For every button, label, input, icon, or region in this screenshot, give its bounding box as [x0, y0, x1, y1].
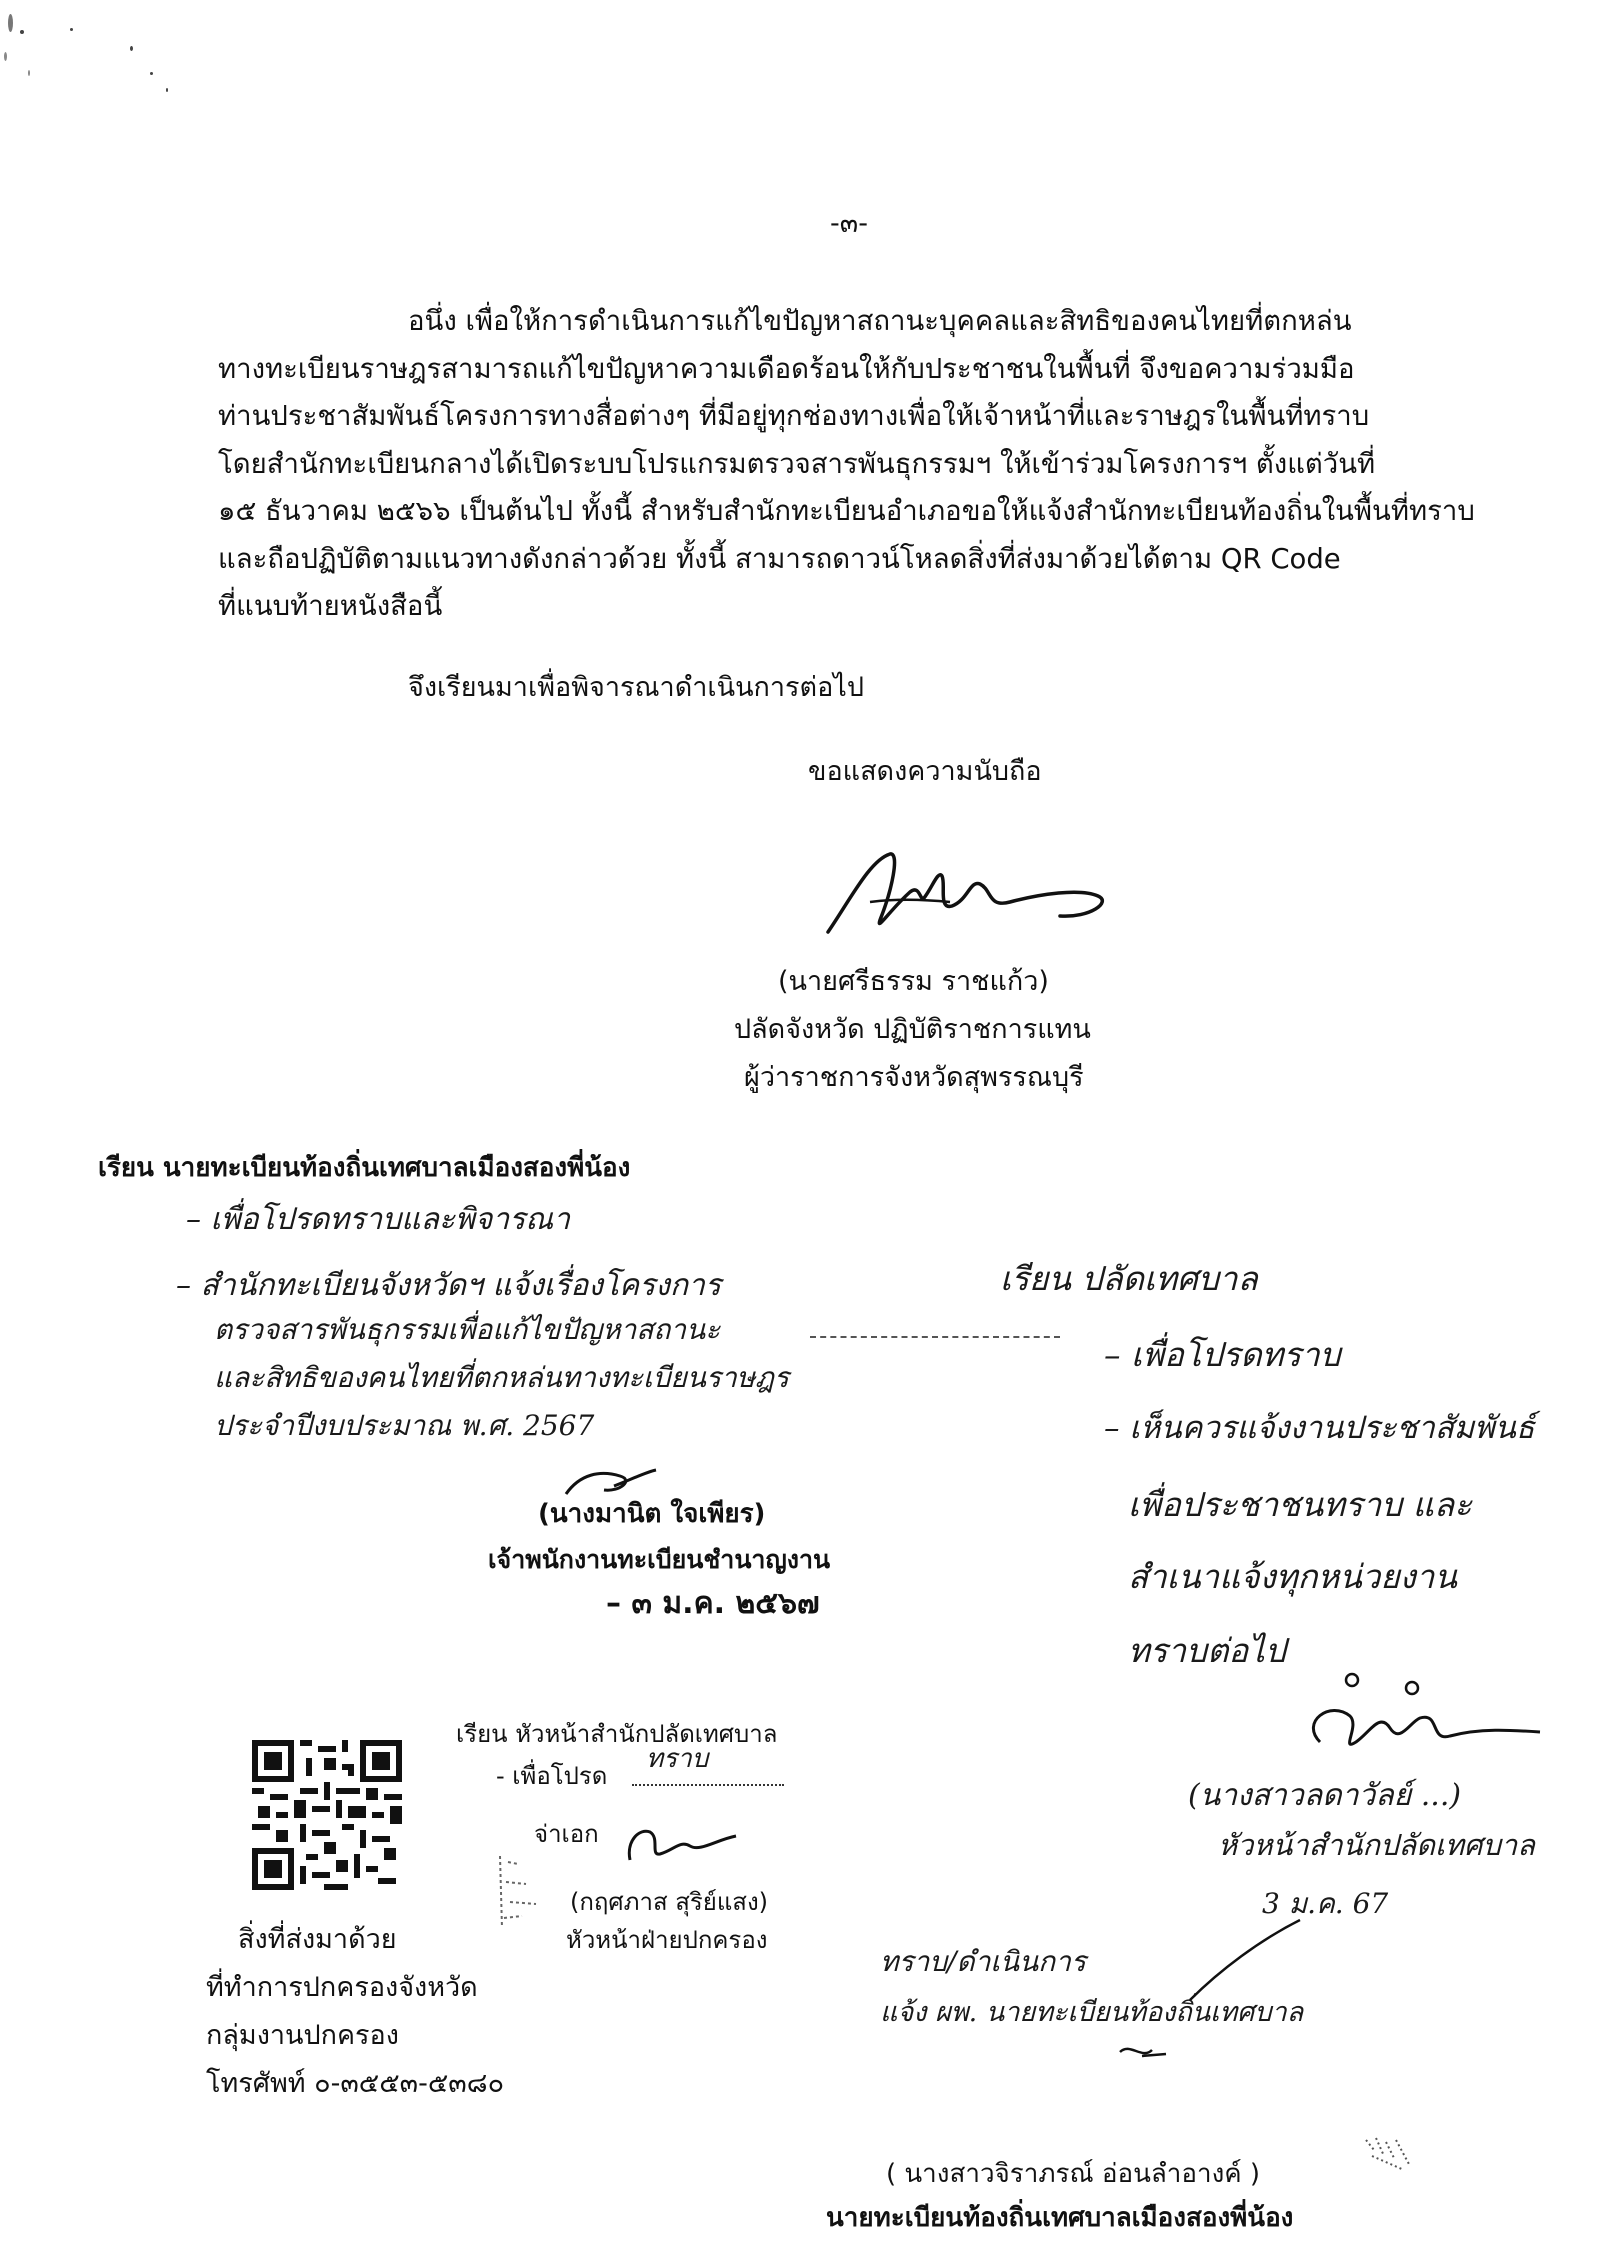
- enclosure-label: สิ่งที่ส่งมาด้วย: [238, 1924, 397, 1955]
- signatory-position: ผู้ว่าราชการจังหวัดสุพรรณบุรี: [744, 1062, 1084, 1093]
- office-signature: [620, 1820, 740, 1870]
- municipal-signatory-position: หัวหน้าสำนักปลัดเทศบาล: [1218, 1828, 1535, 1862]
- scan-speckle: [496, 1852, 556, 1932]
- office-line: ที่ทำการปกครองจังหวัด: [206, 1972, 478, 2003]
- body-line: และถือปฏิบัติตามแนวทางดังกล่าวด้วย ทั้งนี้ สามารถดาวน์โหลดสิ่งที่ส่งมาด้วยได้ตาม QR Code: [218, 542, 1341, 575]
- municipal-note-line: ทราบต่อไป: [1128, 1631, 1286, 1670]
- registrar-date: – ๓ ม.ค. ๒๕๖๗: [606, 1586, 820, 1621]
- final-note-line: ทราบ/ดำเนินการ: [880, 1945, 1086, 1978]
- page-number: -๓-: [830, 208, 868, 239]
- registrar-note-line: – เพื่อโปรดทราบและพิจารณา: [186, 1202, 570, 1237]
- dotted-line: [632, 1784, 784, 1786]
- body-line: อนึ่ง เพื่อให้การดำเนินการแก้ไขปัญหาสถานะบุคคลและสิทธิของคนไทยที่ตกหล่น: [408, 305, 1352, 337]
- registrar-note-line: ประจำปีงบประมาณ พ.ศ. 2567: [214, 1409, 595, 1442]
- divider-dash: [810, 1336, 1060, 1338]
- municipal-date: 3 ม.ค. 67: [1262, 1887, 1389, 1920]
- office-line: กลุ่มงานปกครอง: [206, 2020, 399, 2051]
- final-signatory-name: ( นางสาวจิราภรณ์ อ่อนลำอางค์ ): [886, 2159, 1261, 2189]
- municipal-signature: [1290, 1672, 1550, 1782]
- office-note-line: - เพื่อโปรด: [496, 1762, 608, 1790]
- body-line: ที่แนบท้ายหนังสือนี้: [218, 590, 443, 622]
- body-line: โดยสำนักทะเบียนกลางได้เปิดระบบโปรแกรมตรวจสารพันธุกรรมฯ ให้เข้าร่วมโครงการฯ ตั้งแต่วันที่: [218, 447, 1376, 480]
- registrar-position: เจ้าพนักงานทะเบียนชำนาญงาน: [488, 1545, 831, 1574]
- closing-line: จึงเรียนมาเพื่อพิจารณาดำเนินการต่อไป: [408, 672, 865, 703]
- registrar-name: (นางมานิต ใจเพียร): [538, 1499, 766, 1529]
- registrar-note-line: – สำนักทะเบียนจังหวัดฯ แจ้งเรื่องโครงการ: [176, 1268, 722, 1303]
- phone-number: โทรศัพท์ ๐-๓๕๕๓-๕๓๘๐: [206, 2068, 505, 2099]
- municipal-note-line: – เพื่อโปรดทราบ: [1104, 1335, 1341, 1374]
- final-note-strokes: [880, 1910, 1320, 2070]
- municipal-signatory-name: (นางสาวลดาวัลย์ ...): [1188, 1778, 1462, 1813]
- office-signatory-name: (กฤศภาส สุริย์แสง): [570, 1888, 769, 1916]
- body-line: ทางทะเบียนราษฎรสามารถแก้ไขปัญหาความเดือดร้อนให้กับประชาชนในพื้นที่ จึงขอความร่วมมือ: [218, 352, 1355, 385]
- municipal-note-line: เรียน ปลัดเทศบาล: [1000, 1259, 1258, 1298]
- signatory-name: (นายศรีธรรม ราชแก้ว): [778, 966, 1049, 997]
- registrar-note-header: เรียน นายทะเบียนท้องถิ่นเทศบาลเมืองสองพี่น้อง: [98, 1153, 631, 1183]
- scan-speckle: [1364, 2136, 1414, 2176]
- regards-text: ขอแสดงความนับถือ: [808, 756, 1042, 787]
- office-signatory-position: หัวหน้าฝ่ายปกครอง: [566, 1926, 768, 1954]
- registrar-note-line: ตรวจสารพันธุกรรมเพื่อแก้ไขปัญหาสถานะ: [214, 1313, 721, 1346]
- office-note-header: เรียน หัวหน้าสำนักปลัดเทศบาล: [456, 1720, 778, 1748]
- office-note-handwritten: ทราบ: [646, 1744, 709, 1774]
- final-signatory-position: นายทะเบียนท้องถิ่นเทศบาลเมืองสองพี่น้อง: [826, 2203, 1294, 2233]
- signatory-position: ปลัดจังหวัด ปฏิบัติราชการแทน: [734, 1014, 1091, 1045]
- body-line: ท่านประชาสัมพันธ์โครงการทางสื่อต่างๆ ที่มีอยู่ทุกช่องทางเพื่อให้เจ้าหน้าที่และราษฎรในพื้นที่ทราบ: [218, 400, 1370, 432]
- governor-signature: [820, 840, 1120, 950]
- body-line: ๑๕ ธันวาคม ๒๕๖๖ เป็นต้นไป ทั้งนี้ สำหรับสำนักทะเบียนอำเภอขอให้แจ้งสำนักทะเบียนท้องถิ่นในพื้นที่ทราบ: [218, 495, 1475, 527]
- registrar-note-line: และสิทธิของคนไทยที่ตกหล่นทางทะเบียนราษฎร: [214, 1361, 789, 1394]
- municipal-note-line: เพื่อประชาชนทราบ และ: [1128, 1485, 1472, 1524]
- final-note-line: แจ้ง ผพ. นายทะเบียนท้องถิ่นเทศบาล: [880, 1997, 1304, 2028]
- municipal-note-line: สำเนาแจ้งทุกหน่วยงาน: [1128, 1557, 1457, 1596]
- qr-code[interactable]: [252, 1740, 402, 1890]
- office-note-line: จ่าเอก: [534, 1820, 599, 1848]
- municipal-note-line: – เห็นควรแจ้งงานประชาสัมพันธ์: [1104, 1410, 1535, 1446]
- body-paragraph: [218, 298, 1476, 631]
